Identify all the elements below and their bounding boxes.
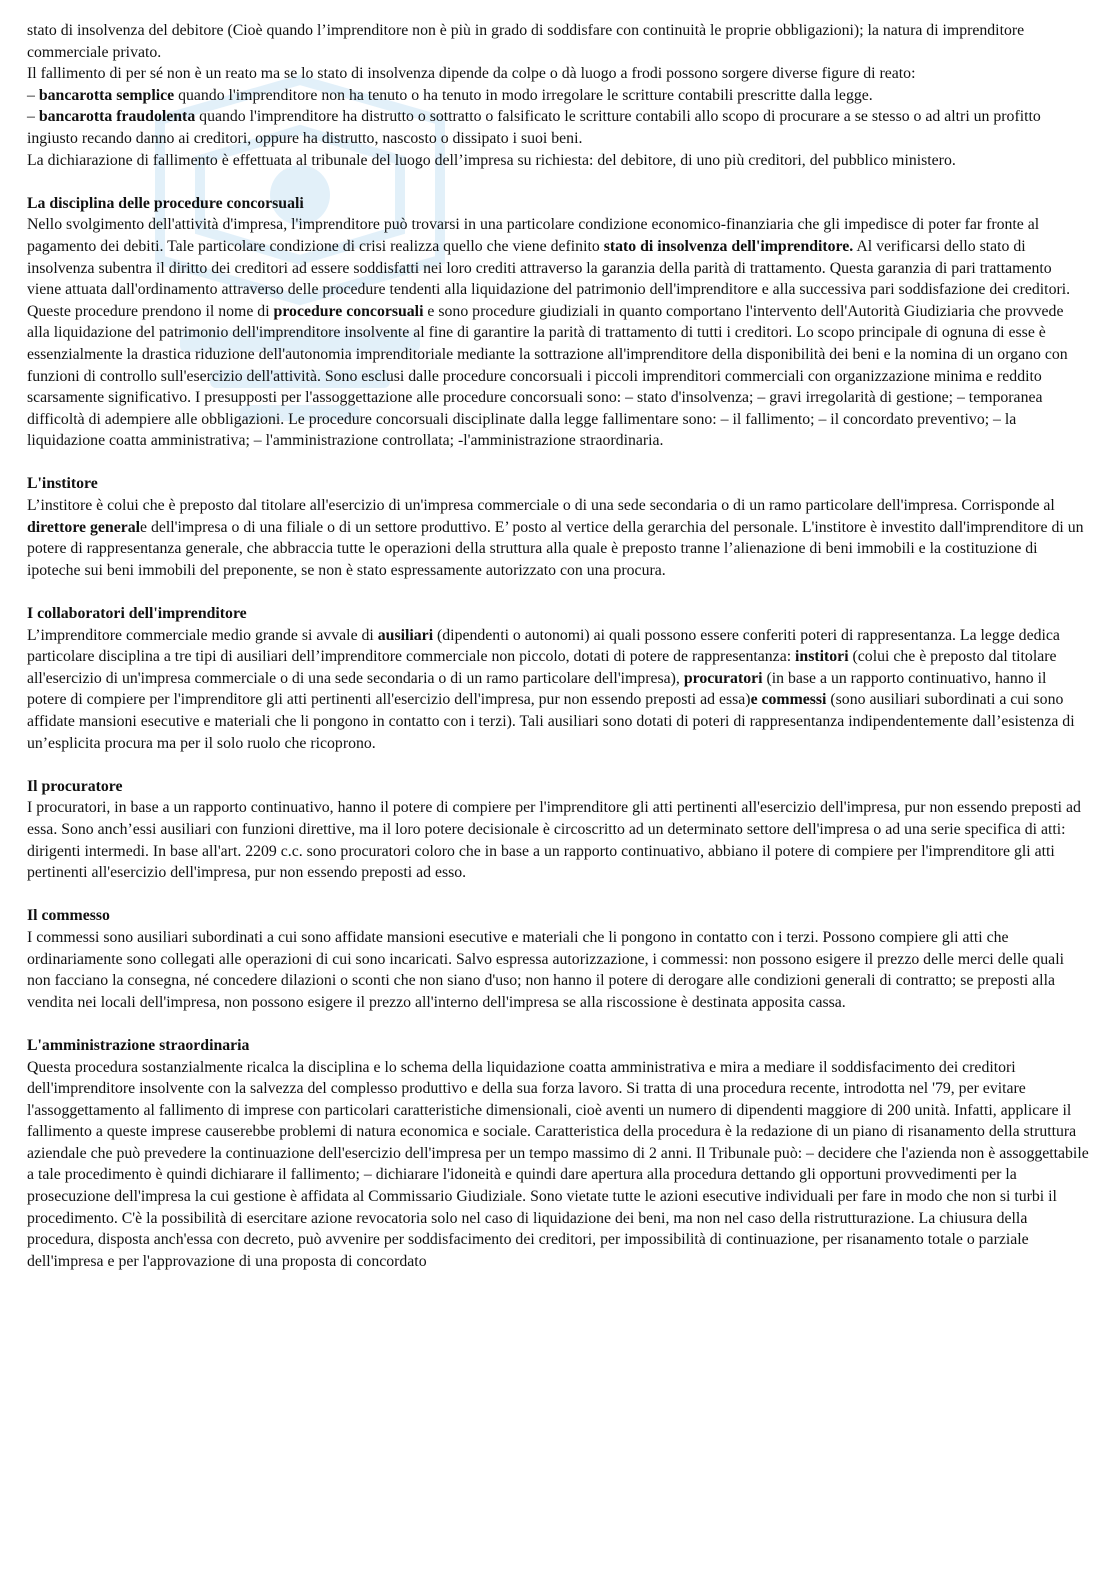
document-page	[27, 20, 1089, 1272]
intro-paragraph-5: La dichiarazione di fallimento è effettuata al tribunale del luogo dell’impresa su richiesta: del debitore, di uno più creditori, del pubblico ministero.	[27, 151, 956, 169]
section-commesso	[27, 905, 1089, 1013]
intro-paragraph-3: – bancarotta semplice quando l'imprenditore non ha tenuto o ha tenuto in modo irregolare le scritture contabili prescritte dalla legge.	[27, 86, 873, 104]
section-body: L’institore è colui che è preposto dal titolare all'esercizio di un'impresa commerciale o di una sede secondaria o di un ramo particolare dell'impresa. Corrisponde al direttore generale dell'impresa o di una filiale o di un settore produttivo. E’ posto al vertice della gerarchia del personale. L'institore è investito dall'imprenditore di un potere di rappresentanza generale, che abbraccia tutte le operazioni della struttura alla quale è preposto tranne l’alienazione di beni immobili e la costituzione di ipoteche sui beni immobili del preponente, se non è stato espressamente autorizzato con una procura.	[27, 497, 1084, 579]
section-collaboratori	[27, 603, 1089, 754]
section-procuratore	[27, 776, 1089, 884]
section-body: Nello svolgimento dell'attività d'impresa, l'imprenditore può trovarsi in una particolare condizione economico-finanziaria che gli impedisce di poter far fronte al pagamento dei debiti. Tale particolare condizione di crisi realizza quello che viene definito stato di insolvenza dell'imprenditore. Al verificarsi dello stato di insolvenza subentra il diritto dei creditori ad essere soddisfatti nei loro crediti attraverso la garanzia della parità di trattamento. Questa garanzia di pari trattamento viene attuata dall'ordinamento attraverso delle procedure tendenti alla liquidazione del patrimonio dell'imprenditore e alla successiva pari soddisfazione dei creditori. Queste procedure prendono il nome di procedure concorsuali e sono procedure giudiziali in quanto comportano l'intervento dell'Autorità Giudiziaria che provvede alla liquidazione del patrimonio dell'imprenditore insolvente al fine di garantire la parità di trattamento di tutti i creditori. Lo scopo principale di ognuna di esse è essenzialmente la drastica riduzione dell'autonomia imprenditoriale mediante la sottrazione all'imprenditore della disponibilità dei beni e la nomina di un organo con funzioni di controllo sull'esercizio dell'attività. Sono esclusi dalle procedure concorsuali i piccoli imprenditori commerciali con organizzazione minima e reddito scarsamente significativo. I presupposti per l'assoggettazione alle procedure concorsuali sono: – stato d'insolvenza; – gravi irregolarità di gestione; – temporanea difficoltà di adempiere alle obbligazioni. Le procedure concorsuali disciplinate dalla legge fallimentare sono: – il fallimento; – il concordato preventivo; – la liquidazione coatta amministrativa; – l'amministrazione controllata; -l'amministrazione straordinaria.	[27, 216, 1071, 450]
bancarotta-fraudolenta-term: bancarotta fraudolenta	[38, 108, 196, 126]
intro-paragraph-2: Il fallimento di per sé non è un reato ma se lo stato di insolvenza dipende da colpe o dà luogo a frodi possono sorgere diverse figure di reato:	[27, 65, 916, 83]
section-institore	[27, 473, 1089, 581]
section-body: L’imprenditore commerciale medio grande si avvale di ausiliari (dipendenti o autonomi) ai quali possono essere conferiti poteri di rappresentanza. La legge dedica particolare disciplina a tre tipi di ausiliari dell’imprenditore commerciale non piccolo, dotati di potere de rappresentanza: institori (colui che è preposto dal titolare all'esercizio di un'impresa commerciale o di una sede secondaria o di un ramo particolare dell'impresa), procuratori (in base a un rapporto continuativo, hanno il potere di compiere per l'imprenditore gli atti pertinenti all'esercizio dell'impresa, pur non essendo preposti ad essa)e commessi (sono ausiliari subordinati a cui sono affidate mansioni esecutive e materiali che li pongono in contatto con i terzi). Tali ausiliari sono dotati di poteri di rappresentanza indipendentemente dall’esistenza di un’esplicita procura ma per il solo ruolo che ricoprono.	[27, 626, 1075, 752]
intro-paragraph-4: – bancarotta fraudolenta quando l'imprenditore ha distrutto o sottratto o falsificato le scritture contabili allo scopo di procurare a se stesso o ad altri un profitto ingiusto recando danno ai creditori, oppure ha distrutto, nascosto o dissipato i suoi beni.	[27, 108, 1041, 147]
section-heading: La disciplina delle procedure concorsuali	[27, 194, 304, 212]
section-heading: Il procuratore	[27, 777, 123, 795]
section-procedure-concorsuali	[27, 193, 1089, 452]
section-heading: I collaboratori dell'imprenditore	[27, 605, 247, 623]
section-body: I commessi sono ausiliari subordinati a cui sono affidate mansioni esecutive e materiali che li pongono in contatto con i terzi. Possono compiere gli atti che ordinariamente sono collegati alle operazioni di cui sono incaricati. Salvo espressa autorizzazione, i commessi: non possono esigere il prezzo delle merci delle quali non facciano la consegna, né concedere dilazioni o sconti che non siano d'uso; non hanno il potere di derogare alle condizioni generali di contratto; se preposti alla vendita nei locali dell'impresa, non possono esigere il prezzo all'interno dell'impresa se alla riscossione è destinata apposita cassa.	[27, 928, 1064, 1011]
section-heading: L'amministrazione straordinaria	[27, 1036, 250, 1054]
section-body: I procuratori, in base a un rapporto continuativo, hanno il potere di compiere per l'imprenditore gli atti pertinenti all'esercizio dell'impresa, pur non essendo preposti ad essa. Sono anch’essi ausiliari con funzioni direttive, ma il loro potere decisionale è circoscritto ad un determinato settore dell'impresa o ad una serie specifica di atti: dirigenti intermedi. In base all'art. 2209 c.c. sono procuratori coloro che in base a un rapporto continuativo, abbiano il potere di compiere per l'imprenditore gli atti pertinenti all'esercizio dell'impresa, pur non essendo preposti ad esso.	[27, 799, 1081, 882]
intro-paragraph-1: stato di insolvenza del debitore (Cioè quando l’imprenditore non è più in grado di soddisfare con continuità le proprie obbligazioni); la natura di imprenditore commerciale privato.	[27, 22, 1025, 61]
section-body: Questa procedura sostanzialmente ricalca la disciplina e lo schema della liquidazione coatta amministrativa e mira a mediare il soddisfacimento dei creditori dell'imprenditore insolvente con la salvezza del complesso produttivo e della sua forza lavoro. Si tratta di una procedura recente, introdotta nel '79, per evitare l'assoggettamento al fallimento di imprese con particolari caratteristiche dimensionali, cioè aventi un numero di dipendenti maggiore di 200 unità. Infatti, applicare il fallimento a queste imprese causerebbe problemi di natura economica e sociale. Caratteristica della procedura è la redazione di un piano di risanamento della struttura aziendale che può prevedere la continuazione dell'esercizio dell'impresa per un tempo massimo di 2 anni. Il Tribunale può: – decidere che l'azienda non è assoggettabile a tale procedimento è quindi dichiarare il fallimento; – dichiarare l'idoneità e quindi dare apertura alla procedura dettando gli opportuni provvedimenti per la prosecuzione dell'impresa la cui gestione è affidata al Commissario Giudiziale. Sono vietate tutte le azioni esecutive individuali per fare in modo che non si turbi il procedimento. C'è la possibilità di esercitare azione revocatoria solo nel caso di liquidazione dei beni, ma non nel caso della ristrutturazione. La chiusura della procedura, disposta anch'essa con decreto, può avvenire per soddisfacimento dei creditori, per impossibilità di continuazione, per risanamento totale o parziale dell'impresa e per l'approvazione di una proposta di concordato	[27, 1058, 1089, 1270]
section-heading: L'institore	[27, 475, 98, 493]
section-heading: Il commesso	[27, 907, 110, 925]
section-amministrazione-straordinaria	[27, 1035, 1089, 1273]
bancarotta-semplice-term: bancarotta semplice	[38, 86, 175, 104]
